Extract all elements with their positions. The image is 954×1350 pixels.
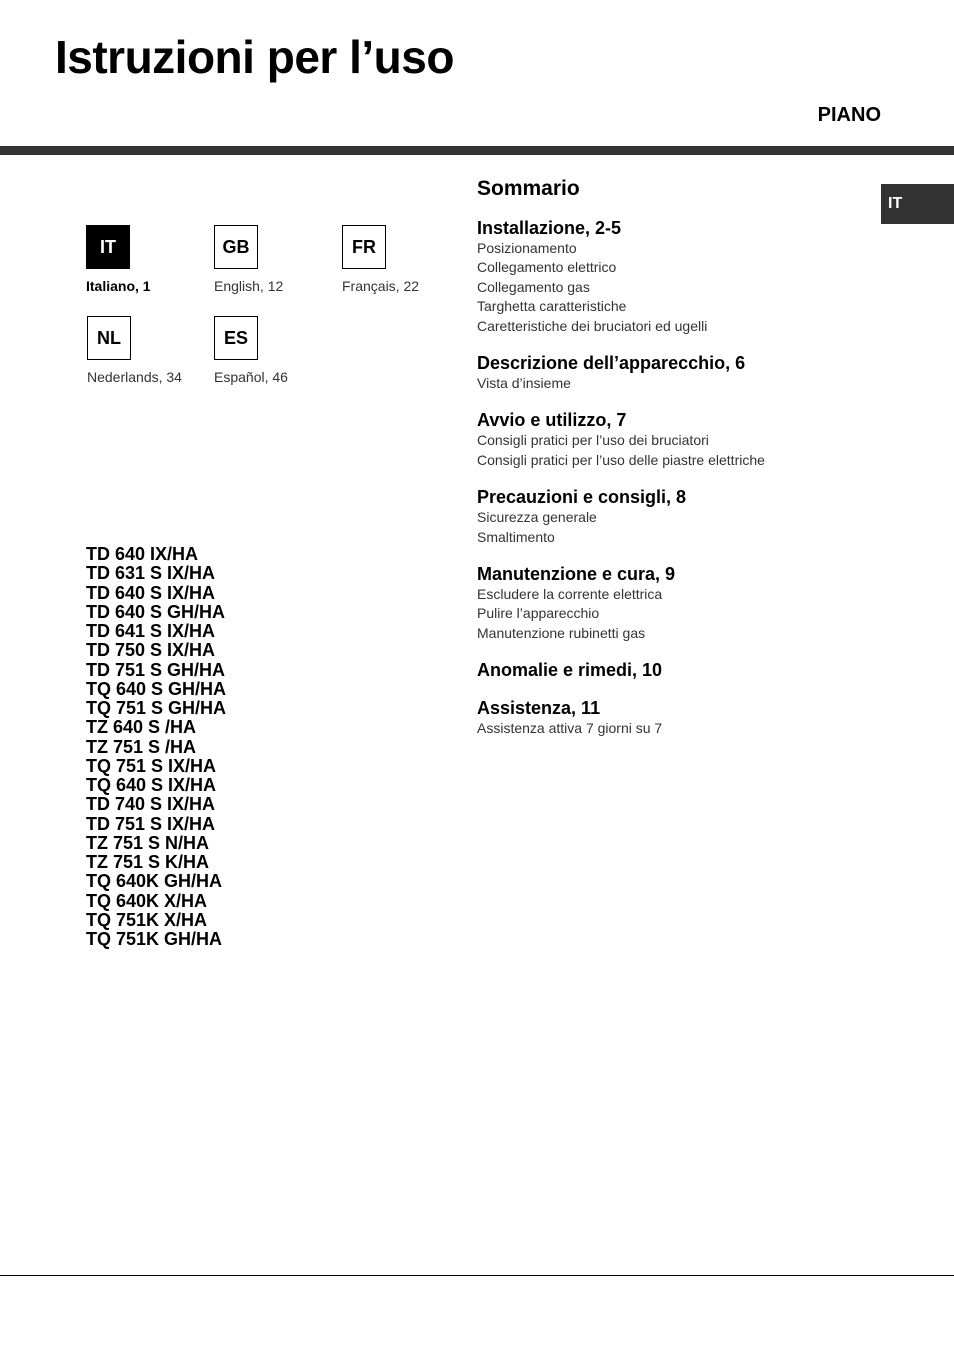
language-code-box: NL: [87, 316, 131, 360]
toc-section-title[interactable]: Avvio e utilizzo, 7: [477, 410, 627, 431]
toc-section-title[interactable]: Anomalie e rimedi, 10: [477, 660, 663, 681]
header-divider: [0, 146, 954, 155]
table-of-contents: [477, 176, 857, 756]
language-item-fr[interactable]: [342, 225, 482, 294]
model-item: TQ 751 S GH/HA: [86, 698, 227, 718]
toc-section-assistenza: [477, 698, 857, 738]
language-code-box: IT: [86, 225, 130, 269]
toc-section-title[interactable]: Assistenza, 11: [477, 698, 601, 719]
model-list: [86, 545, 226, 949]
toc-subitem: Collegamento gas: [477, 278, 590, 295]
model-item: TD 641 S IX/HA: [86, 621, 216, 641]
toc-section-title[interactable]: Installazione, 2-5: [477, 218, 622, 238]
language-code-box: FR: [342, 225, 386, 269]
language-side-tab: IT: [881, 184, 954, 224]
language-code-box: GB: [214, 225, 258, 269]
model-item: TD 740 S IX/HA: [86, 794, 216, 815]
toc-section-installazione: [477, 218, 857, 336]
model-item: TZ 640 S /HA: [86, 717, 197, 738]
model-item: TQ 640K X/HA: [86, 890, 208, 911]
toc-section-manutenzione: [477, 564, 857, 643]
language-item-nl[interactable]: [87, 316, 227, 385]
toc-subitem: Manutenzione rubinetti gas: [477, 624, 646, 641]
toc-subitem: Smaltimento: [477, 528, 555, 545]
model-item: TZ 751 S /HA: [86, 736, 197, 757]
model-item: TD 640 IX/HA: [86, 544, 199, 564]
toc-subitem: Pulire l’apparecchio: [477, 605, 600, 622]
toc-section-title[interactable]: Descrizione dell’apparecchio, 6: [477, 353, 746, 374]
toc-heading: Sommario: [477, 177, 580, 200]
language-label: Italiano, 1: [86, 278, 151, 294]
language-item-gb[interactable]: [214, 225, 354, 294]
toc-subitem: Targhetta caratteristiche: [477, 298, 627, 315]
toc-subitem: Assistenza attiva 7 giorni su 7: [477, 720, 663, 737]
model-item: TZ 751 S K/HA: [86, 852, 210, 872]
model-item: TQ 640 S IX/HA: [86, 775, 217, 795]
model-item: TD 631 S IX/HA: [86, 563, 216, 584]
toc-section-precauzioni: [477, 487, 857, 547]
toc-subitem: Caretteristiche dei bruciatori ed ugelli: [477, 317, 708, 334]
toc-subitem: Vista d’insieme: [477, 375, 571, 392]
language-item-es[interactable]: [214, 316, 354, 385]
model-item: TQ 640K GH/HA: [86, 871, 223, 892]
product-type: PIANO: [817, 104, 881, 126]
toc-section-descrizione: [477, 353, 857, 393]
model-item: TZ 751 S N/HA: [86, 832, 210, 853]
language-label: Nederlands, 34: [87, 369, 182, 385]
model-item: TQ 640 S GH/HA: [86, 678, 227, 699]
toc-section-avvio: [477, 410, 857, 470]
model-item: TD 750 S IX/HA: [86, 640, 216, 661]
footer-divider: [0, 1275, 954, 1276]
toc-section-title[interactable]: Manutenzione e cura, 9: [477, 564, 676, 585]
toc-section-title[interactable]: Precauzioni e consigli, 8: [477, 487, 687, 508]
language-code-box: ES: [214, 316, 258, 360]
language-label: Español, 46: [214, 369, 288, 385]
language-label: English, 12: [214, 278, 284, 294]
language-label: Français, 22: [342, 278, 420, 294]
model-item: TD 751 S GH/HA: [86, 659, 226, 680]
model-item: TD 751 S IX/HA: [86, 813, 216, 834]
language-item-it[interactable]: [86, 225, 226, 294]
toc-subitem: Collegamento elettrico: [477, 259, 617, 276]
toc-subitem: Consigli pratici per l’uso dei bruciatori: [477, 432, 709, 449]
model-item: TQ 751 S IX/HA: [86, 755, 217, 776]
toc-subitem: Escludere la corrente elettrica: [477, 586, 663, 603]
model-item: TD 640 S IX/HA: [86, 582, 216, 603]
model-item: TD 640 S GH/HA: [86, 601, 226, 622]
toc-section-anomalie: [477, 660, 857, 681]
toc-subitem: Posizionamento: [477, 240, 577, 256]
toc-subitem: Sicurezza generale: [477, 509, 597, 526]
model-item: TQ 751K X/HA: [86, 909, 208, 930]
toc-subitem: Consigli pratici per l’uso delle piastre elettriche: [477, 451, 765, 468]
model-item: TQ 751K GH/HA: [86, 929, 223, 949]
page-title: Istruzioni per l’uso: [55, 31, 454, 83]
